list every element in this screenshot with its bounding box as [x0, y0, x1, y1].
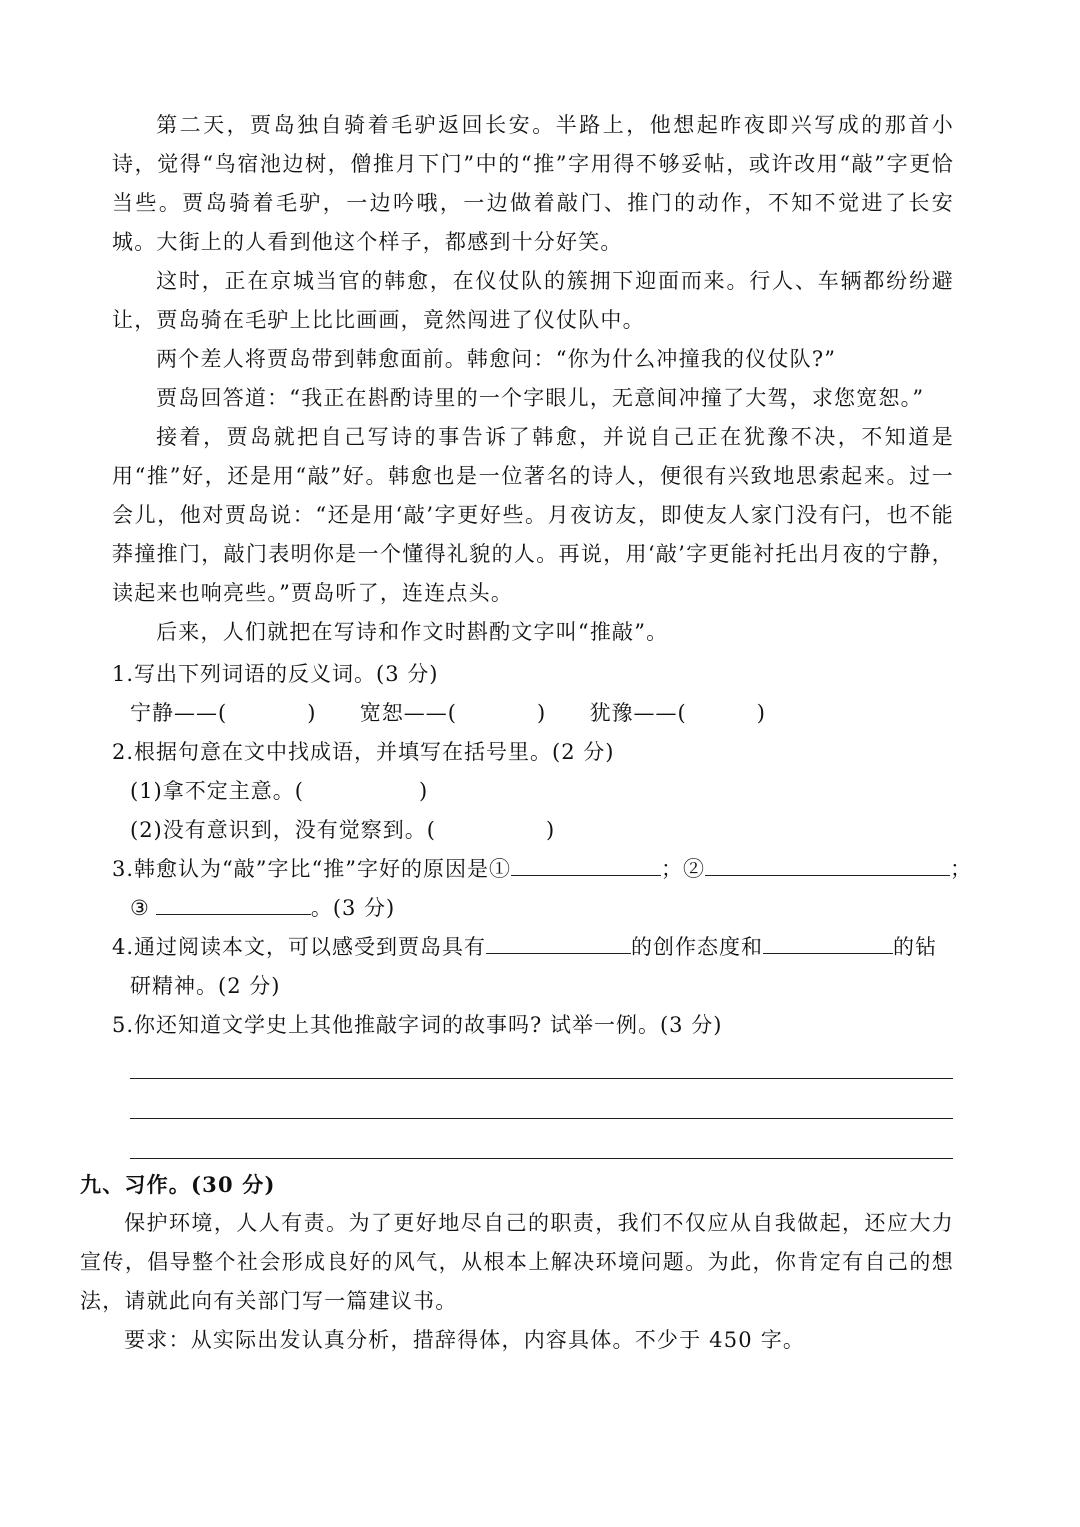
question-2b — [112, 811, 954, 850]
composition-prompt: 保护环境，人人有责。为了更好地尽自己的职责，我们不仅应从自我做起，还应大力宣传，倡导整个社会形成良好的风气，从根本上解决环境问题。为此，你肯定有自己的想法，请就此向有关部门写一篇建议书。 — [80, 1211, 954, 1313]
question-2b-text: (2)没有意识到，没有觉察到。( — [130, 818, 436, 842]
question-2: 2.根据句意在文中找成语，并填写在括号里。(2 分) — [112, 740, 615, 764]
question-3-end: ； — [949, 857, 972, 881]
passage-paragraph: 接着，贾岛就把自己写诗的事告诉了韩愈，并说自己正在犹豫不决，不知道是用“推”好，还是用“敲”好。韩愈也是一位著名的诗人，便很有兴致地思索起来。过一会儿，他对贾岛说：“还是用‘敲’字更好些。月夜访友，即使友人家门没有闩，也不能莽撞推门，敲门表明你是一个懂得礼貌的人。再说，用‘敲’字更能衬托出月夜的宁静，读起来也响亮些。”贾岛听了，连连点头。 — [112, 425, 954, 605]
question-4-cont: 研精神。(2 分) — [130, 974, 281, 998]
question-3 — [112, 850, 972, 889]
questions — [112, 655, 972, 1045]
question-5: 5.你还知道文学史上其他推敲字词的故事吗? 试举一例。(3 分) — [112, 1013, 723, 1037]
paren-close: ) — [756, 701, 766, 725]
answer-blank-1[interactable] — [511, 853, 661, 876]
question-1: 1.写出下列词语的反义词。(3 分) — [112, 662, 439, 686]
answer-blank-2[interactable] — [705, 853, 950, 876]
paren-close: ) — [545, 818, 556, 842]
paren-close: ) — [418, 779, 429, 803]
answer-blank-4a[interactable] — [486, 931, 631, 954]
passage-paragraph: 贾岛回答道：“我正在斟酌诗里的一个字眼儿，无意间冲撞了大驾，求您宽恕。” — [156, 386, 925, 410]
paren-close: ) — [307, 701, 317, 725]
section-title: 九、习作。(30 分) — [80, 1172, 276, 1197]
antonym-word-2: 宽恕——( — [359, 701, 457, 725]
antonym-word-1: 宁静——( — [130, 701, 228, 725]
question-2a — [112, 772, 954, 811]
passage-paragraph: 这时，正在京城当官的韩愈，在仪仗队的簇拥下迎面而来。行人、车辆都纷纷避让，贾岛骑在毛驴上比比画画，竟然闯进了仪仗队中。 — [112, 269, 954, 332]
answer-blank-3[interactable] — [156, 892, 311, 915]
antonym-word-3: 犹豫——( — [589, 701, 687, 725]
composition-requirements: 要求：从实际出发认真分析，措辞得体，内容具体。不少于 450 字。 — [124, 1328, 806, 1352]
answer-blank-4b[interactable] — [763, 931, 893, 954]
question-4-end: 的钻 — [893, 935, 938, 959]
section-composition — [80, 1165, 954, 1360]
question-3-text: 3.韩愈认为“敲”字比“推”字好的原因是① — [112, 857, 511, 881]
passage-paragraph: 后来，人们就把在写诗和作文时斟酌文字叫“推敲”。 — [156, 620, 669, 644]
passage-paragraph: 两个差人将贾岛带到韩愈面前。韩愈问：“你为什么冲撞我的仪仗队?” — [156, 347, 837, 371]
circle-3: ③ — [130, 896, 150, 920]
paren-close: ) — [536, 701, 547, 725]
passage-paragraph: 第二天，贾岛独自骑着毛驴返回长安。半路上，他想起昨夜即兴写成的那首小诗，觉得“鸟宿池边树，僧推月下门”中的“推”字用得不够妥帖，或许改用“敲”字更恰当些。贾岛骑着毛驴，一边吟哦，一边做着敲门、推门的动作，不知不觉进了长安城。大街上的人看到他这个样子，都感到十分好笑。 — [112, 113, 954, 254]
question-2a-text: (1)拿不定主意。( — [130, 779, 304, 803]
question-3-cont — [112, 889, 954, 928]
answer-line[interactable] — [130, 1158, 953, 1159]
answer-line[interactable] — [130, 1118, 953, 1119]
reading-passage — [112, 106, 954, 652]
question-1-items — [112, 694, 954, 733]
answer-line[interactable] — [130, 1078, 953, 1079]
question-3-sep: ；② — [660, 857, 705, 881]
question-4 — [112, 928, 954, 967]
question-3-tail: 。(3 分) — [310, 896, 396, 920]
question-4-text: 4.通过阅读本文，可以感受到贾岛具有 — [112, 935, 487, 959]
question-4-mid: 的创作态度和 — [631, 935, 764, 959]
